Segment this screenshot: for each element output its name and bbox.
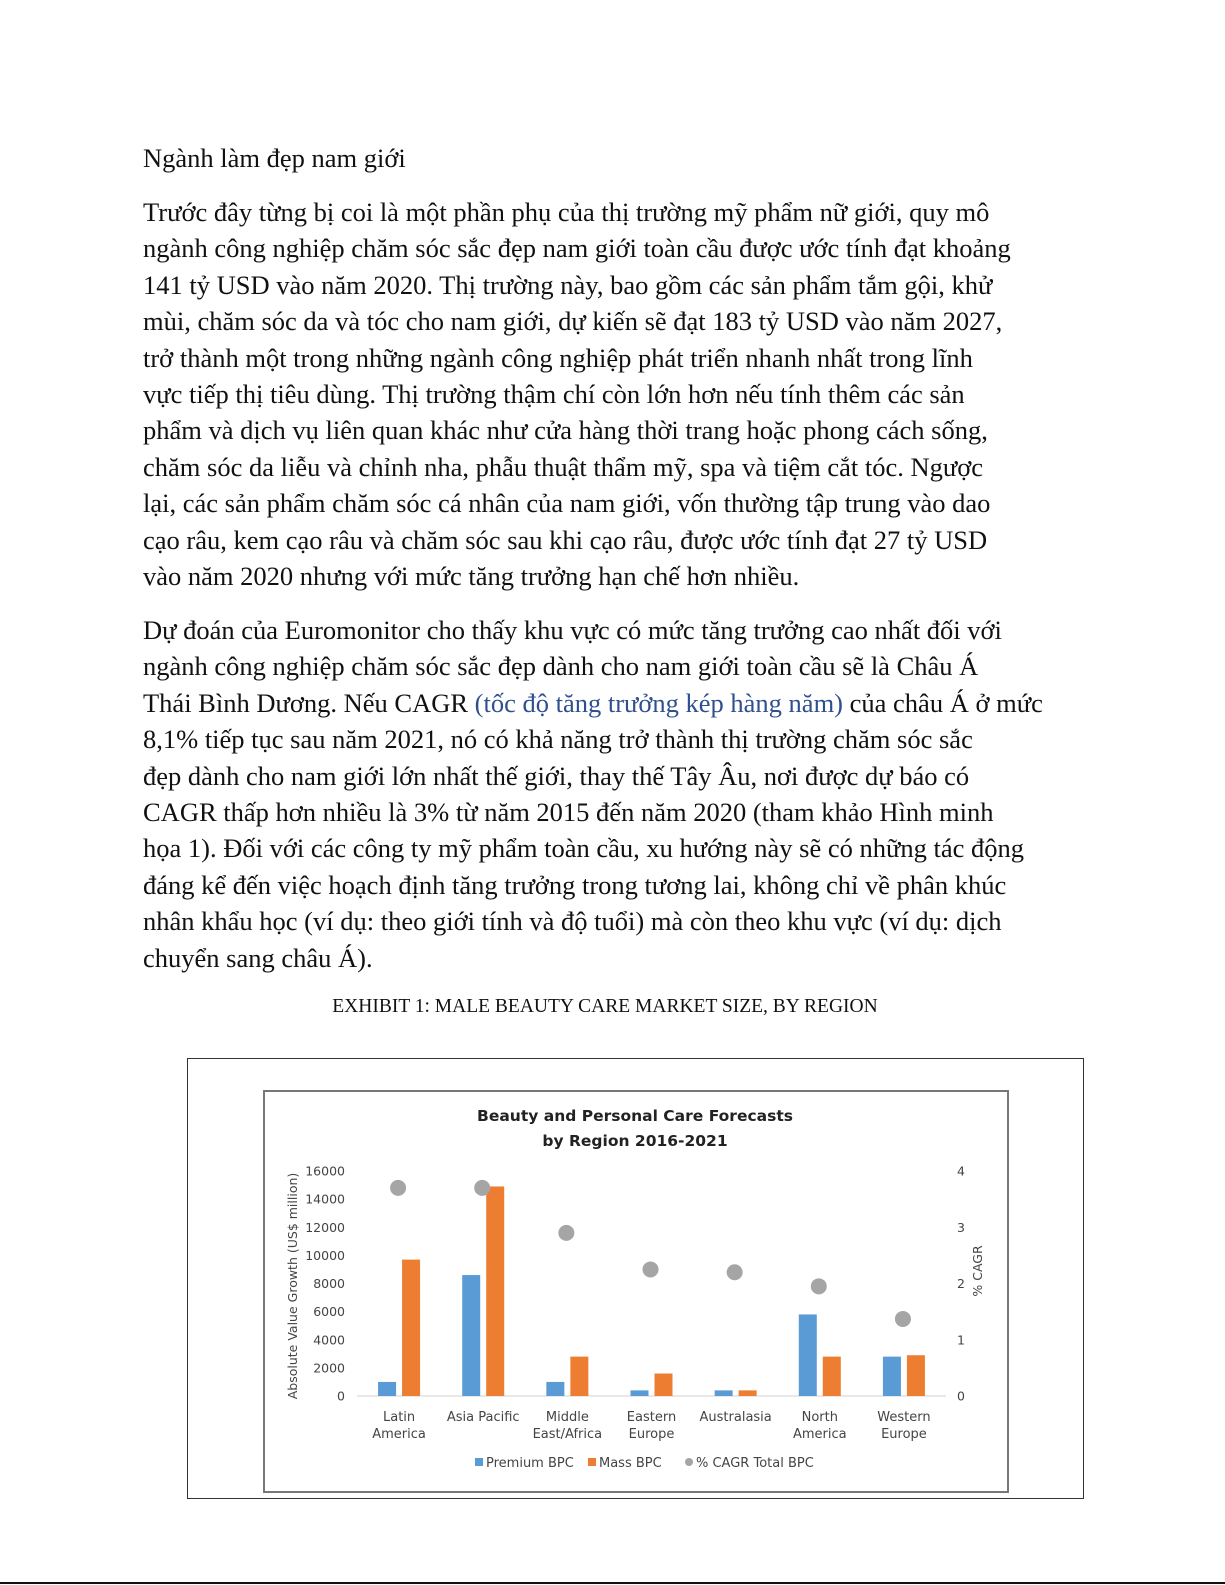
category-label: Asia Pacific	[446, 1410, 520, 1425]
y2-tick-label: 4	[957, 1163, 965, 1179]
paragraph-line: ngành công nghiệp chăm sóc sắc đẹp dành cho nam giới toàn cầu sẽ là Châu Á	[143, 651, 979, 682]
category-label: Australasia	[699, 1410, 772, 1425]
paragraph-line	[143, 685, 1088, 721]
premium-bpc-bar	[883, 1357, 901, 1396]
category-label: America	[792, 1427, 847, 1442]
page-bottom-rule	[0, 1582, 1225, 1584]
paragraph-line: trở thành một trong những ngành công nghiệp phát triển nhanh nhất trong lĩnh	[143, 342, 973, 373]
section-heading: Ngành làm đẹp nam giới	[143, 143, 406, 173]
y2-tick-label: 2	[957, 1276, 965, 1291]
y2-tick-label: 0	[957, 1388, 965, 1404]
category-label: America	[372, 1427, 426, 1442]
paragraph-line: đẹp dành cho nam giới lớn nhất thế giới, thay thế Tây Âu, nơi được dự báo có	[143, 760, 970, 791]
category-label: Europe	[628, 1427, 675, 1442]
paragraph-1	[143, 194, 1088, 594]
legend-swatch-premium	[475, 1458, 483, 1466]
mass-bpc-bar	[486, 1186, 504, 1396]
y-tick-label: 4000	[313, 1332, 345, 1348]
text-segment: của châu Á ở mức	[843, 687, 1043, 718]
premium-bpc-bar	[378, 1382, 396, 1396]
premium-bpc-bar	[715, 1390, 733, 1396]
mass-bpc-bar	[739, 1390, 757, 1396]
cagr-definition-link[interactable]: (tốc độ tăng trưởng kép hàng năm)	[474, 687, 844, 718]
category-label: Middle	[545, 1410, 589, 1425]
premium-bpc-bar	[799, 1314, 817, 1396]
mass-bpc-bar	[823, 1357, 841, 1396]
legend-label-premium: Premium BPC	[486, 1456, 574, 1471]
category-label: Latin	[382, 1410, 416, 1425]
paragraph-line: cạo râu, kem cạo râu và chăm sóc sau khi cạo râu, được ước tính đạt 27 tỷ USD	[143, 524, 988, 555]
legend-label-cagr: % CAGR Total BPC	[696, 1456, 814, 1471]
y-tick-label: 2000	[313, 1360, 345, 1376]
paragraph-2	[143, 612, 1088, 976]
y-tick-label: 6000	[313, 1304, 345, 1320]
paragraph-line: 8,1% tiếp tục sau năm 2021, nó có khả năng trở thành thị trường chăm sóc sắc	[143, 724, 973, 755]
y-tick-label: 14000	[305, 1191, 345, 1207]
paragraph-line: ngành công nghiệp chăm sóc sắc đẹp nam giới toàn cầu được ước tính đạt khoảng	[143, 233, 1011, 264]
cagr-point	[727, 1264, 743, 1280]
mass-bpc-bar	[570, 1357, 588, 1396]
y-tick-label: 8000	[313, 1276, 345, 1291]
y-tick-label: 10000	[305, 1247, 345, 1263]
cagr-point	[390, 1180, 406, 1196]
y2-axis-label: % CAGR	[970, 1245, 985, 1297]
chart-title: Beauty and Personal Care Forecasts	[477, 1107, 793, 1125]
premium-bpc-bar	[462, 1275, 480, 1396]
category-label: North	[801, 1410, 838, 1425]
legend-swatch-cagr	[685, 1458, 693, 1466]
category-label: Europe	[881, 1427, 927, 1442]
y2-tick-label: 3	[957, 1219, 965, 1235]
premium-bpc-bar	[546, 1382, 564, 1396]
category-label: Eastern	[626, 1410, 677, 1425]
paragraph-line: vực tiếp thị tiêu dùng. Thị trường thậm chí còn lớn hơn nếu tính thêm các sản	[143, 379, 965, 410]
paragraph-line: Trước đây từng bị coi là một phần phụ của thị trường mỹ phẩm nữ giới, quy mô	[143, 197, 990, 227]
paragraph-line: vào năm 2020 nhưng với mức tăng trưởng hạn chế hơn nhiều.	[143, 561, 800, 592]
cagr-point	[895, 1311, 911, 1327]
mass-bpc-bar	[655, 1374, 673, 1397]
category-label: Western	[877, 1410, 931, 1425]
mass-bpc-bar	[402, 1260, 420, 1396]
paragraph-line: nhân khẩu học (ví dụ: theo giới tính và độ tuổi) mà còn theo khu vực (ví dụ: dịch	[143, 906, 1002, 937]
y-tick-label: 0	[337, 1388, 345, 1404]
cagr-point	[811, 1278, 827, 1294]
y-tick-label: 12000	[305, 1219, 345, 1235]
legend-swatch-mass	[588, 1458, 596, 1466]
cagr-point	[558, 1225, 574, 1241]
paragraph-line: Dự đoán của Euromonitor cho thấy khu vực có mức tăng trưởng cao nhất đối với	[143, 615, 1002, 645]
category-label: East/Africa	[532, 1427, 603, 1442]
mass-bpc-bar	[907, 1355, 925, 1396]
paragraph-line: 141 tỷ USD vào năm 2020. Thị trường này, bao gồm các sản phẩm tắm gội, khử	[143, 269, 993, 300]
cagr-point	[643, 1261, 659, 1277]
paragraph-line: CAGR thấp hơn nhiều là 3% từ năm 2015 đến năm 2020 (tham khảo Hình minh	[143, 797, 994, 828]
premium-bpc-bar	[631, 1390, 649, 1396]
paragraph-line: chuyển sang châu Á).	[143, 942, 373, 973]
y-tick-label: 16000	[305, 1163, 345, 1179]
y2-tick-label: 1	[957, 1332, 965, 1348]
paragraph-line: phẩm và dịch vụ liên quan khác như cửa hàng thời trang hoặc phong cách sống,	[143, 415, 988, 446]
legend-label-mass: Mass BPC	[599, 1456, 662, 1471]
paragraph-line: chăm sóc da liễu và chỉnh nha, phẫu thuật thẩm mỹ, spa và tiệm cắt tóc. Ngược	[143, 451, 984, 482]
paragraph-line: lại, các sản phẩm chăm sóc cá nhân của nam giới, vốn thường tập trung vào dao	[143, 488, 991, 519]
y-axis-label: Absolute Value Growth (US$ million)	[285, 1172, 300, 1400]
paragraph-line: mùi, chăm sóc da và tóc cho nam giới, dự kiến sẽ đạt 183 tỷ USD vào năm 2027,	[143, 306, 1003, 337]
exhibit-caption: EXHIBIT 1: MALE BEAUTY CARE MARKET SIZE, BY REGION	[332, 996, 878, 1017]
chart-subtitle: by Region 2016-2021	[542, 1132, 728, 1150]
paragraph-line: họa 1). Đối với các công ty mỹ phẩm toàn cầu, xu hướng này sẽ có những tác động	[143, 833, 1024, 864]
cagr-point	[474, 1180, 490, 1196]
paragraph-line: đáng kể đến việc hoạch định tăng trưởng trong tương lai, không chỉ về phân khúc	[143, 869, 1007, 900]
text-segment: Thái Bình Dương. Nếu CAGR	[143, 687, 475, 718]
bpc-forecast-chart	[263, 1090, 1009, 1493]
